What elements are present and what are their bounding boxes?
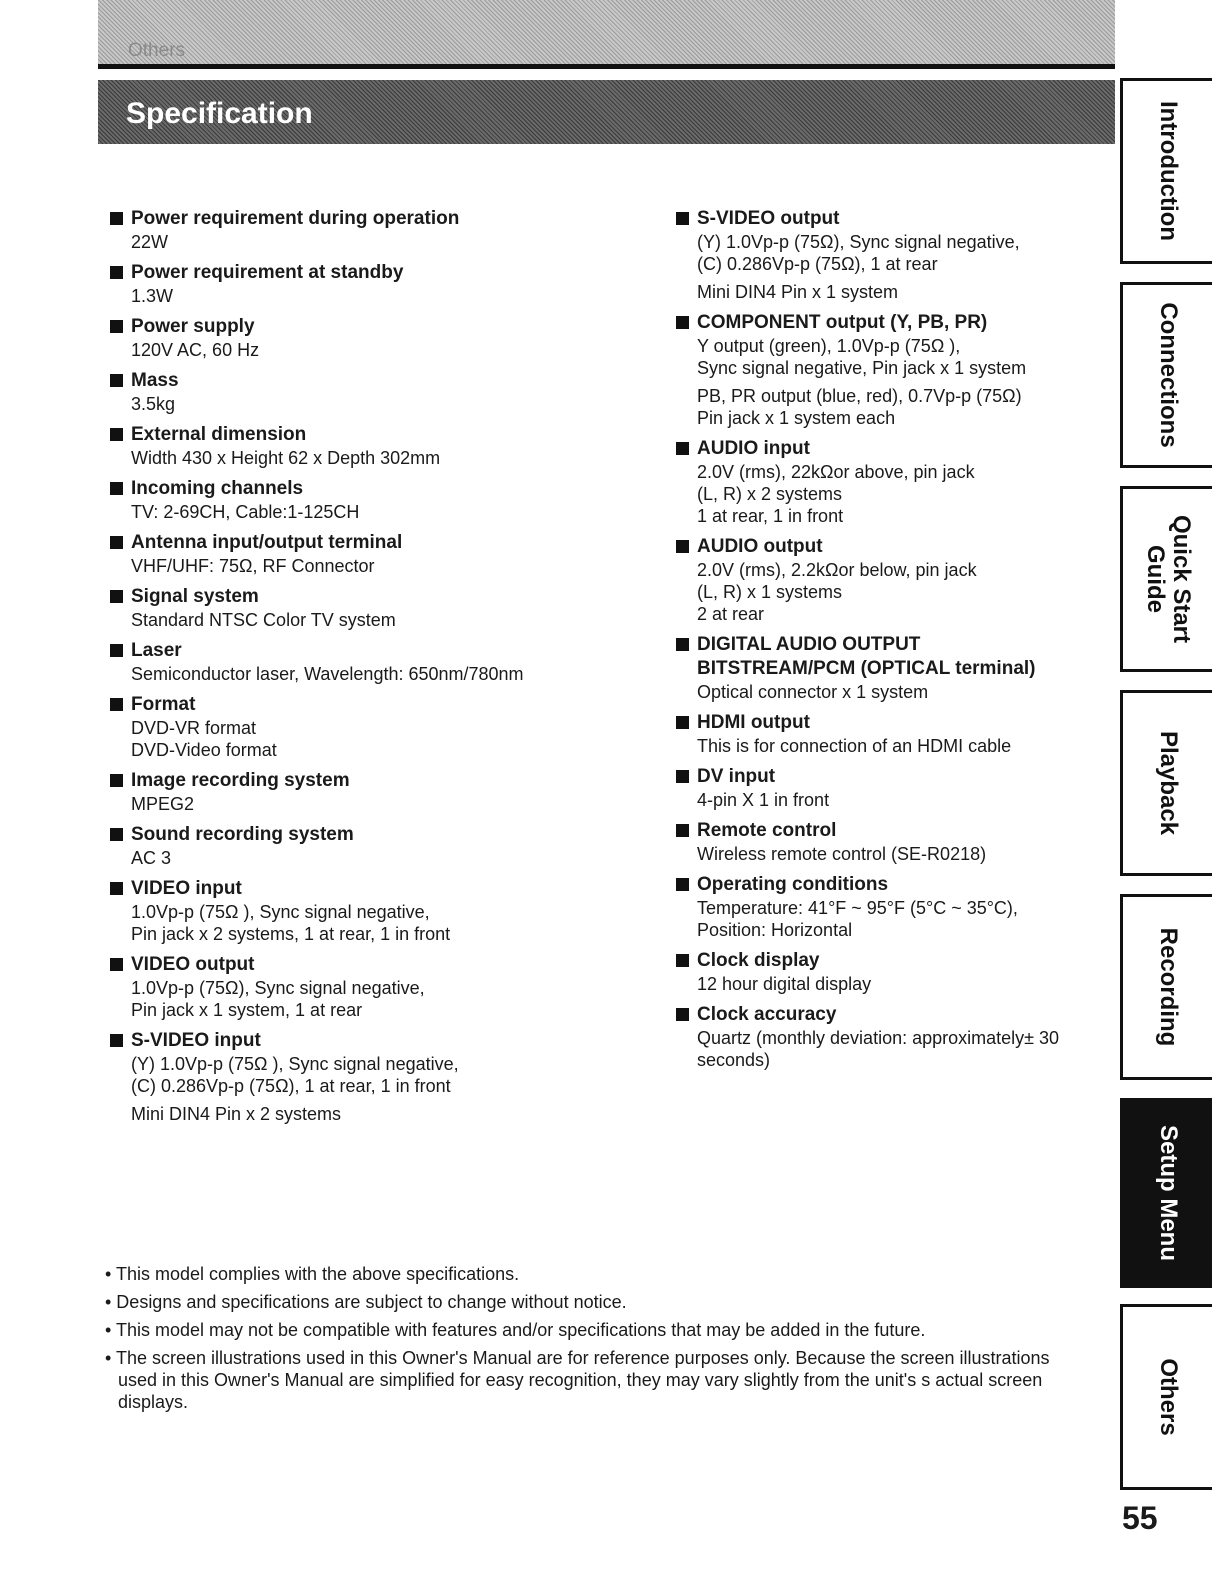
spec-heading: HDMI output — [697, 712, 810, 733]
spec-value: Mini DIN4 Pin x 2 systems — [131, 1104, 342, 1124]
spec-heading: VIDEO input — [131, 878, 242, 899]
tab-playback[interactable] — [1120, 690, 1212, 876]
bullet-square-icon — [676, 442, 689, 455]
spec-value: (C) 0.286Vp-p (75Ω), 1 at rear — [697, 254, 938, 274]
spec-value: 1.0Vp-p (75Ω), Sync signal negative, — [131, 978, 425, 998]
spec-value: (L, R) x 2 systems — [697, 484, 843, 504]
spec-value: Mini DIN4 Pin x 1 system — [697, 282, 899, 302]
bullet-square-icon — [110, 590, 123, 603]
header-rule — [98, 64, 1115, 69]
spec-value: 1.3W — [131, 286, 174, 306]
bullet-square-icon — [110, 374, 123, 387]
spec-value: 2.0V (rms), 2.2kΩor below, pin jack — [697, 560, 977, 580]
bullet-square-icon — [676, 316, 689, 329]
spec-value: Standard NTSC Color TV system — [131, 610, 396, 630]
bullet-square-icon — [676, 540, 689, 553]
bullet-square-icon — [676, 824, 689, 837]
tab-label: Recording — [1154, 927, 1182, 1047]
bullet-square-icon — [676, 716, 689, 729]
spec-value: 1 at rear, 1 in front — [697, 506, 844, 526]
bullet-square-icon — [110, 644, 123, 657]
bullet-square-icon — [110, 828, 123, 841]
section-label: Others — [128, 40, 186, 61]
bullet-square-icon — [110, 536, 123, 549]
tab-connections[interactable] — [1120, 282, 1212, 468]
tab-introduction[interactable] — [1120, 78, 1212, 264]
spec-item — [110, 531, 630, 577]
note-item: • The screen illustrations used in this Owner's Manual are for reference purposes only. Because the screen illustrations used in this Owner's Manual are simplified for easy recognition, they may vary slightly from the unit's s actual screen displays. — [105, 1348, 1050, 1412]
spec-heading: VIDEO output — [131, 954, 255, 975]
spec-value: 2 at rear — [697, 604, 765, 624]
spec-value: (Y) 1.0Vp-p (75Ω ), Sync signal negative, — [131, 1054, 459, 1074]
spec-item — [676, 765, 1106, 811]
spec-value: 22W — [131, 232, 169, 252]
spec-value: Temperature: 41°F ~ 95°F (5°C ~ 35°C), — [697, 898, 1018, 918]
spec-item — [110, 423, 630, 469]
spec-item — [110, 207, 630, 253]
spec-value: Optical connector x 1 system — [697, 682, 929, 702]
spec-value: Semiconductor laser, Wavelength: 650nm/780nm — [131, 664, 524, 684]
spec-heading: S-VIDEO input — [131, 1030, 261, 1051]
spec-item — [676, 535, 1106, 625]
bullet-square-icon — [676, 1008, 689, 1021]
spec-heading: Power requirement during operation — [131, 208, 460, 229]
spec-heading: Remote control — [697, 820, 837, 841]
page-title: Specification — [126, 97, 313, 130]
spec-item — [110, 369, 630, 415]
note-item: • Designs and specifications are subject to change without notice. — [105, 1292, 627, 1312]
spec-value: Width 430 x Height 62 x Depth 302mm — [131, 448, 441, 468]
spec-heading: Signal system — [131, 586, 259, 607]
bullet-square-icon — [110, 428, 123, 441]
spec-heading: Format — [131, 694, 196, 715]
spec-item — [110, 639, 630, 685]
tab-others[interactable] — [1120, 1304, 1212, 1490]
spec-item — [110, 1029, 630, 1125]
spec-heading-line2: BITSTREAM/PCM (OPTICAL terminal) — [697, 658, 1036, 679]
spec-value: Pin jack x 1 system, 1 at rear — [131, 1000, 363, 1020]
bullet-square-icon — [110, 774, 123, 787]
spec-heading: AUDIO input — [697, 438, 810, 459]
spec-value: 4-pin X 1 in front — [697, 790, 830, 810]
spec-item — [676, 437, 1106, 527]
bullet-square-icon — [676, 638, 689, 651]
spec-item — [110, 693, 630, 761]
spec-heading: DV input — [697, 766, 776, 787]
bullet-square-icon — [676, 878, 689, 891]
header-band — [98, 0, 1115, 64]
tab-label: Connections — [1154, 302, 1182, 448]
tab-label: Introduction — [1154, 101, 1182, 241]
spec-heading: Image recording system — [131, 770, 350, 791]
spec-item — [110, 315, 630, 361]
spec-item — [676, 207, 1106, 303]
tab-setup-menu[interactable] — [1120, 1098, 1212, 1288]
bullet-square-icon — [110, 1034, 123, 1047]
spec-value: Pin jack x 2 systems, 1 at rear, 1 in front — [131, 924, 451, 944]
spec-value: 1.0Vp-p (75Ω ), Sync signal negative, — [131, 902, 430, 922]
spec-item — [676, 819, 1106, 865]
spec-heading: Laser — [131, 640, 182, 661]
spec-value: Pin jack x 1 system each — [697, 408, 896, 428]
bullet-square-icon — [676, 770, 689, 783]
tab-label: Others — [1154, 1358, 1182, 1436]
spec-item — [110, 823, 630, 869]
spec-heading: Clock display — [697, 950, 820, 971]
spec-heading: DIGITAL AUDIO OUTPUT — [697, 634, 921, 655]
spec-item — [676, 949, 1106, 995]
spec-value: Position: Horizontal — [697, 920, 853, 940]
spec-value: TV: 2-69CH, Cable:1-125CH — [131, 502, 360, 522]
spec-value: VHF/UHF: 75Ω, RF Connector — [131, 556, 375, 576]
bullet-square-icon — [676, 212, 689, 225]
spec-heading: Mass — [131, 370, 179, 391]
spec-value: This is for connection of an HDMI cable — [697, 736, 1012, 756]
spec-value: seconds) — [697, 1050, 771, 1070]
spec-item — [110, 953, 630, 1021]
spec-heading: Incoming channels — [131, 478, 304, 499]
note-item: • This model may not be compatible with features and/or specifications that may be added in the future. — [105, 1320, 926, 1340]
spec-heading: AUDIO output — [697, 536, 823, 557]
spec-item — [676, 1003, 1106, 1071]
spec-item — [110, 769, 630, 815]
spec-value: DVD-Video format — [131, 740, 277, 760]
spec-value: (L, R) x 1 systems — [697, 582, 843, 602]
spec-value: PB, PR output (blue, red), 0.7Vp-p (75Ω) — [697, 386, 1022, 406]
spec-heading: External dimension — [131, 424, 307, 445]
spec-item — [110, 477, 630, 523]
spec-heading: COMPONENT output (Y, PB, PR) — [697, 312, 988, 333]
spec-value: Y output (green), 1.0Vp-p (75Ω ), — [697, 336, 961, 356]
spec-value: (Y) 1.0Vp-p (75Ω), Sync signal negative, — [697, 232, 1020, 252]
bullet-square-icon — [676, 954, 689, 967]
bullet-square-icon — [110, 958, 123, 971]
tab-recording[interactable] — [1120, 894, 1212, 1080]
bullet-square-icon — [110, 320, 123, 333]
tab-label: Setup Menu — [1154, 1125, 1182, 1261]
spec-value: 12 hour digital display — [697, 974, 872, 994]
page-number: 55 — [1122, 1500, 1158, 1536]
bullet-square-icon — [110, 698, 123, 711]
note-item: • This model complies with the above specifications. — [105, 1264, 520, 1284]
title-bar — [98, 80, 1115, 144]
spec-item — [676, 633, 1106, 703]
tab-label: Playback — [1154, 730, 1182, 836]
spec-heading: Power supply — [131, 316, 255, 337]
spec-heading: Sound recording system — [131, 824, 354, 845]
spec-value: AC 3 — [131, 848, 172, 868]
spec-value: 2.0V (rms), 22kΩor above, pin jack — [697, 462, 975, 482]
bullet-square-icon — [110, 266, 123, 279]
spec-heading: Clock accuracy — [697, 1004, 837, 1025]
spec-item — [676, 873, 1106, 941]
bullet-square-icon — [110, 882, 123, 895]
spec-heading: Antenna input/output terminal — [131, 532, 403, 553]
notes-list — [105, 1263, 1085, 1419]
spec-item — [110, 261, 630, 307]
spec-value: DVD-VR format — [131, 718, 257, 738]
bullet-square-icon — [110, 212, 123, 225]
tab-quick-start-guide[interactable] — [1120, 486, 1212, 672]
spec-value: (C) 0.286Vp-p (75Ω), 1 at rear, 1 in front — [131, 1076, 451, 1096]
spec-value: Quartz (monthly deviation: approximately± 30 — [697, 1028, 1060, 1048]
spec-value: 120V AC, 60 Hz — [131, 340, 260, 360]
spec-column-left — [110, 207, 630, 1133]
spec-item — [676, 711, 1106, 757]
spec-value: MPEG2 — [131, 794, 195, 814]
bullet-square-icon — [110, 482, 123, 495]
spec-value: 3.5kg — [131, 394, 176, 414]
tab-label: Quick Start Guide — [1141, 514, 1195, 644]
spec-item — [676, 311, 1106, 429]
spec-item — [110, 585, 630, 631]
spec-value: Sync signal negative, Pin jack x 1 system — [697, 358, 1027, 378]
spec-heading: S-VIDEO output — [697, 208, 840, 229]
spec-heading: Operating conditions — [697, 874, 889, 895]
spec-column-right — [676, 207, 1106, 1079]
spec-item — [110, 877, 630, 945]
spec-heading: Power requirement at standby — [131, 262, 404, 283]
spec-value: Wireless remote control (SE-R0218) — [697, 844, 987, 864]
